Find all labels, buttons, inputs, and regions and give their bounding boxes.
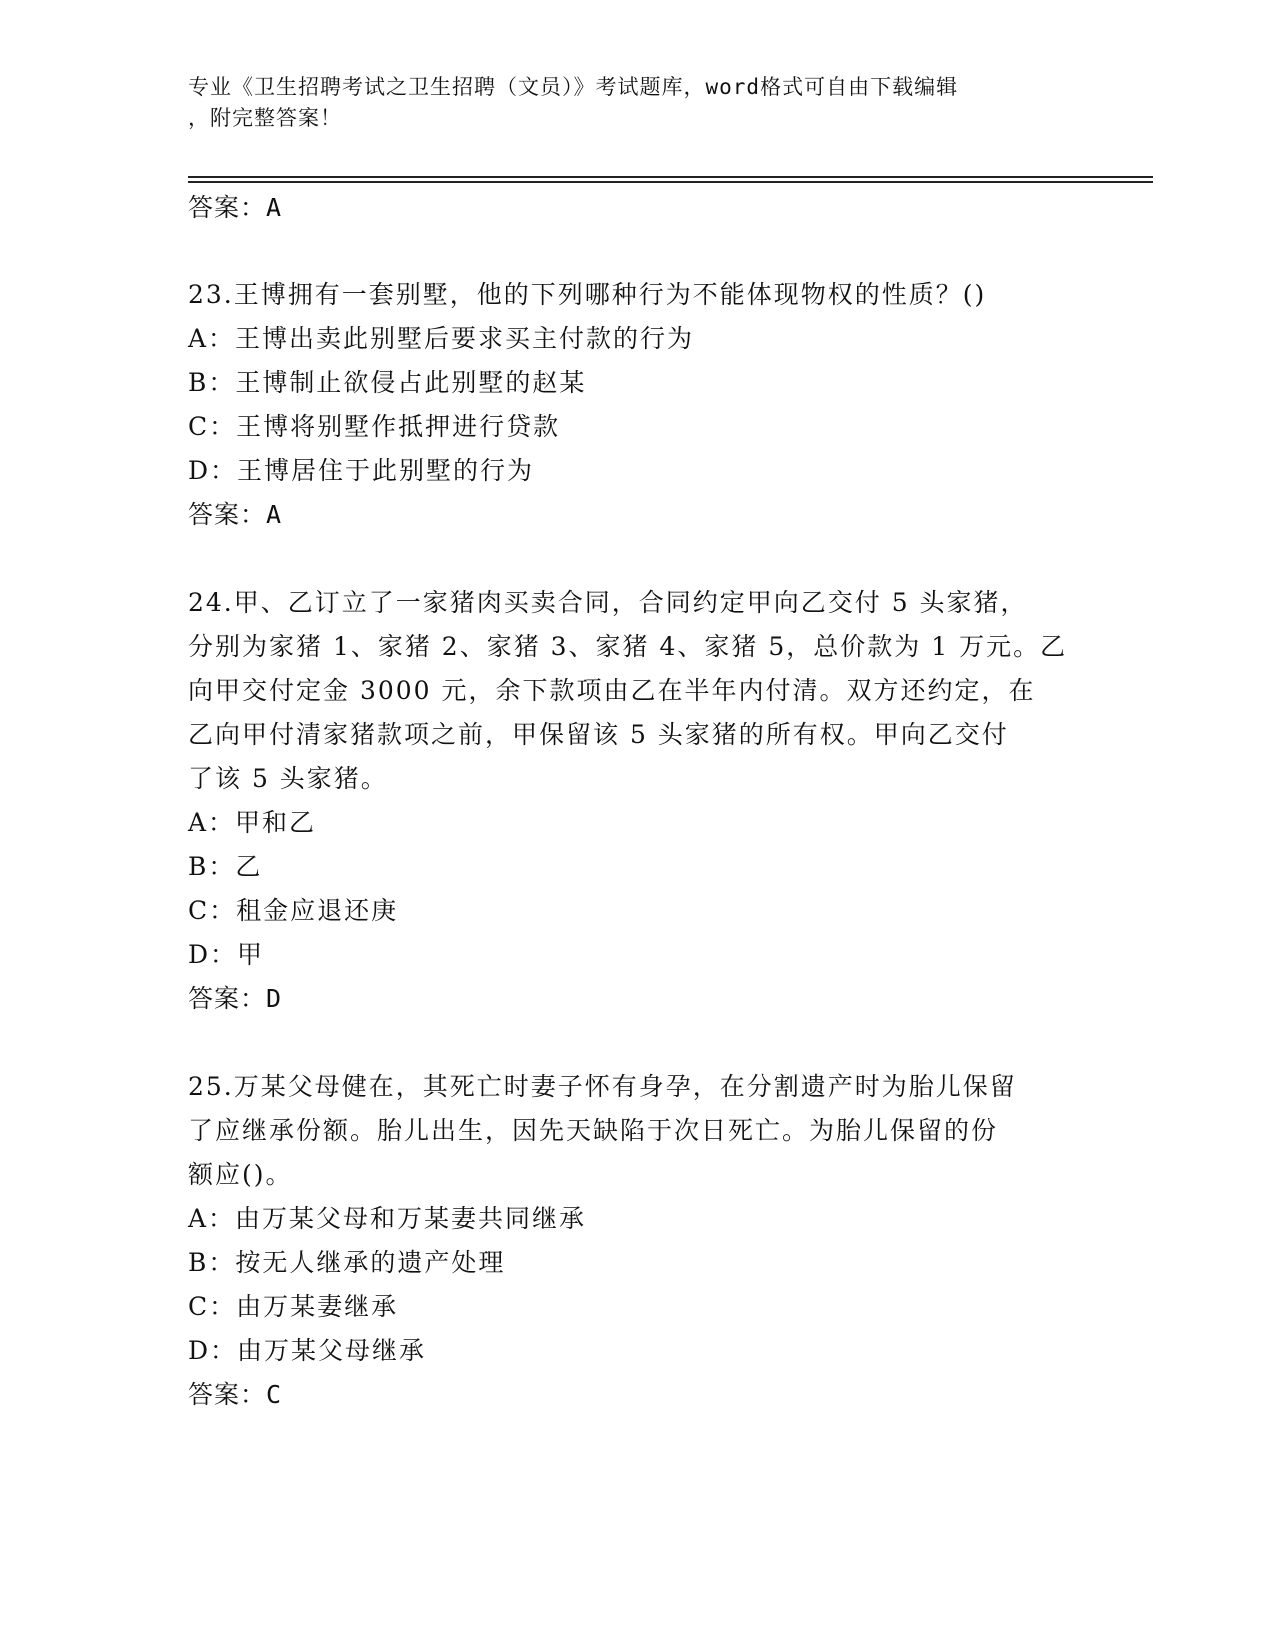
question-stem-line: 24.甲、乙订立了一家猪肉买卖合同，合同约定甲向乙交付 5 头家猪，	[188, 588, 1028, 617]
question-stem-line: 向甲交付定金 3000 元，余下款项由乙在半年内付清。双方还约定，在	[188, 676, 1036, 705]
question-stem-line: 额应()。	[188, 1160, 293, 1189]
header-divider-top	[188, 176, 1153, 178]
answer-line: 答案：D	[188, 984, 283, 1013]
previous-answer: 答案：A	[188, 193, 283, 222]
document-header	[188, 72, 1068, 134]
option-d: D：王博居住于此别墅的行为	[188, 456, 535, 485]
header-line-2: ，附完整答案！	[188, 106, 342, 130]
option-b: B：王博制止欲侵占此别墅的赵某	[188, 368, 587, 397]
option-d: D：由万某父母继承	[188, 1336, 427, 1365]
question-stem-line: 了应继承份额。胎儿出生，因先天缺陷于次日死亡。为胎儿保留的份	[188, 1116, 999, 1145]
option-c: C：租金应退还庚	[188, 896, 399, 925]
option-b: B：乙	[188, 852, 263, 881]
question-stem-line: 23.王博拥有一套别墅，他的下列哪种行为不能体现物权的性质？()	[188, 280, 987, 309]
option-a: A：由万某父母和万某妻共同继承	[188, 1204, 587, 1233]
option-c: C：由万某妻继承	[188, 1292, 399, 1321]
option-a: A：甲和乙	[188, 808, 317, 837]
question-stem-line: 分别为家猪 1、家猪 2、家猪 3、家猪 4、家猪 5，总价款为 1 万元。乙	[188, 632, 1068, 661]
question-stem-line: 了该 5 头家猪。	[188, 764, 388, 793]
option-d: D：甲	[188, 940, 265, 969]
option-a: A：王博出卖此别墅后要求买主付款的行为	[188, 324, 695, 353]
header-divider-bottom	[188, 181, 1153, 183]
answer-line: 答案：C	[188, 1380, 283, 1409]
question-stem-line: 乙向甲付清家猪款项之前，甲保留该 5 头家猪的所有权。甲向乙交付	[188, 720, 1009, 749]
option-c: C：王博将别墅作抵押进行贷款	[188, 412, 561, 441]
question-stem-line: 25.万某父母健在，其死亡时妻子怀有身孕，在分割遗产时为胎儿保留	[188, 1072, 1017, 1101]
answer-line: 答案：A	[188, 500, 283, 529]
option-b: B：按无人继承的遗产处理	[188, 1248, 506, 1277]
header-line-1: 专业《卫生招聘考试之卫生招聘（文员）》考试题库，word格式可自由下载编辑	[188, 75, 959, 99]
